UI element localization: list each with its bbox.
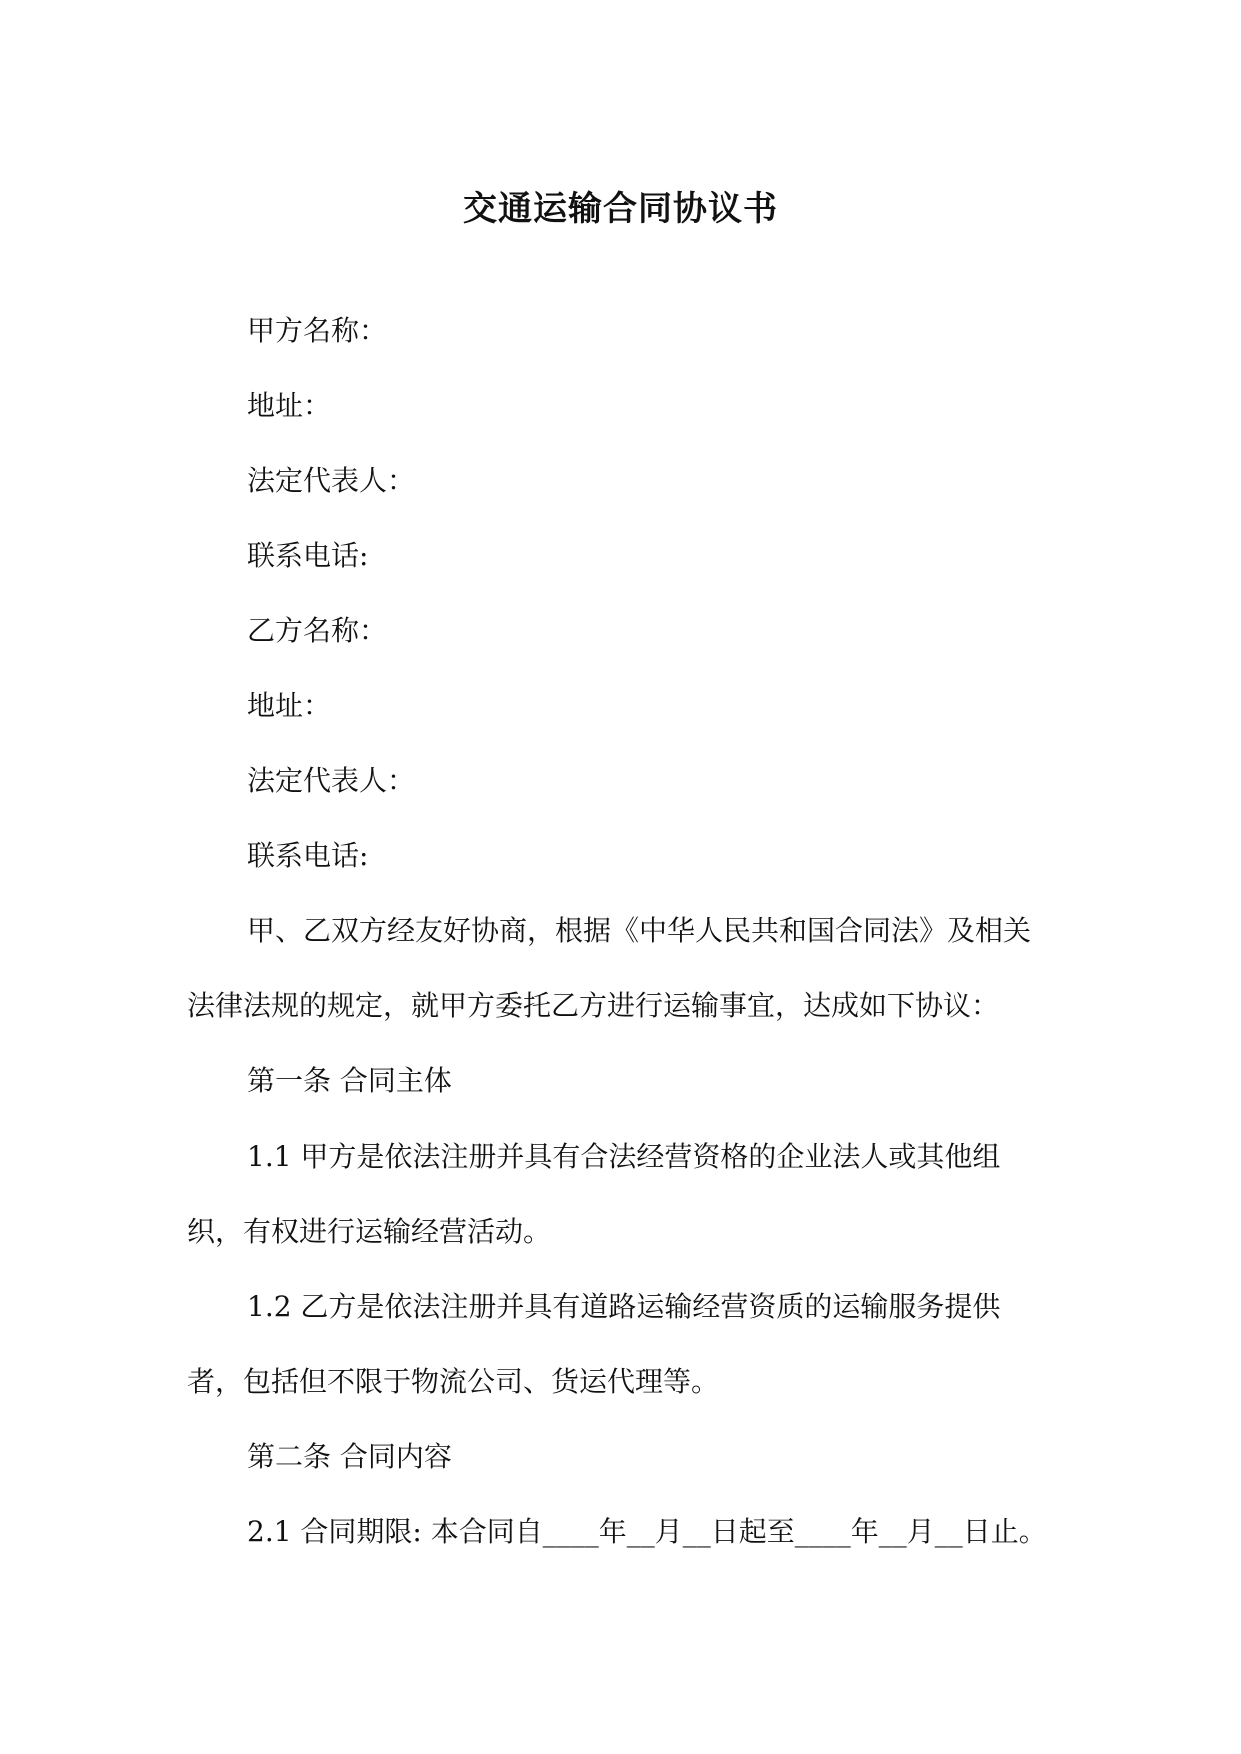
preamble-line-1: 甲、乙双方经友好协商，根据《中华人民共和国合同法》及相关 xyxy=(247,914,1032,947)
party-b-phone-label: 联系电话: xyxy=(247,839,369,872)
party-a-address-label: 地址： xyxy=(247,389,332,422)
clause-1-2-line-1: 1.2 乙方是依法注册并具有道路运输经营资质的运输服务提供 xyxy=(247,1290,1001,1323)
party-b-representative-label: 法定代表人： xyxy=(247,764,416,797)
article-2-heading: 第二条 合同内容 xyxy=(247,1440,452,1473)
article-1-heading: 第一条 合同主体 xyxy=(247,1064,452,1097)
party-a-phone-label: 联系电话: xyxy=(247,539,369,572)
document-title: 交通运输合同协议书 xyxy=(463,189,778,229)
preamble-line-2: 法律法规的规定，就甲方委托乙方进行运输事宜，达成如下协议： xyxy=(187,989,1000,1022)
clause-1-2-line-2: 者，包括但不限于物流公司、货运代理等。 xyxy=(187,1365,720,1398)
clause-1-1-line-1: 1.1 甲方是依法注册并具有合法经营资格的企业法人或其他组 xyxy=(247,1140,1001,1173)
clause-2-1: 2.1 合同期限: 本合同自____年__月__日起至____年__月__日止。 xyxy=(247,1515,1047,1548)
party-b-address-label: 地址： xyxy=(247,689,332,722)
party-a-name-label: 甲方名称： xyxy=(247,314,388,347)
party-b-name-label: 乙方名称： xyxy=(247,614,388,647)
clause-1-1-line-2: 织，有权进行运输经营活动。 xyxy=(187,1215,552,1248)
party-a-representative-label: 法定代表人： xyxy=(247,464,416,497)
